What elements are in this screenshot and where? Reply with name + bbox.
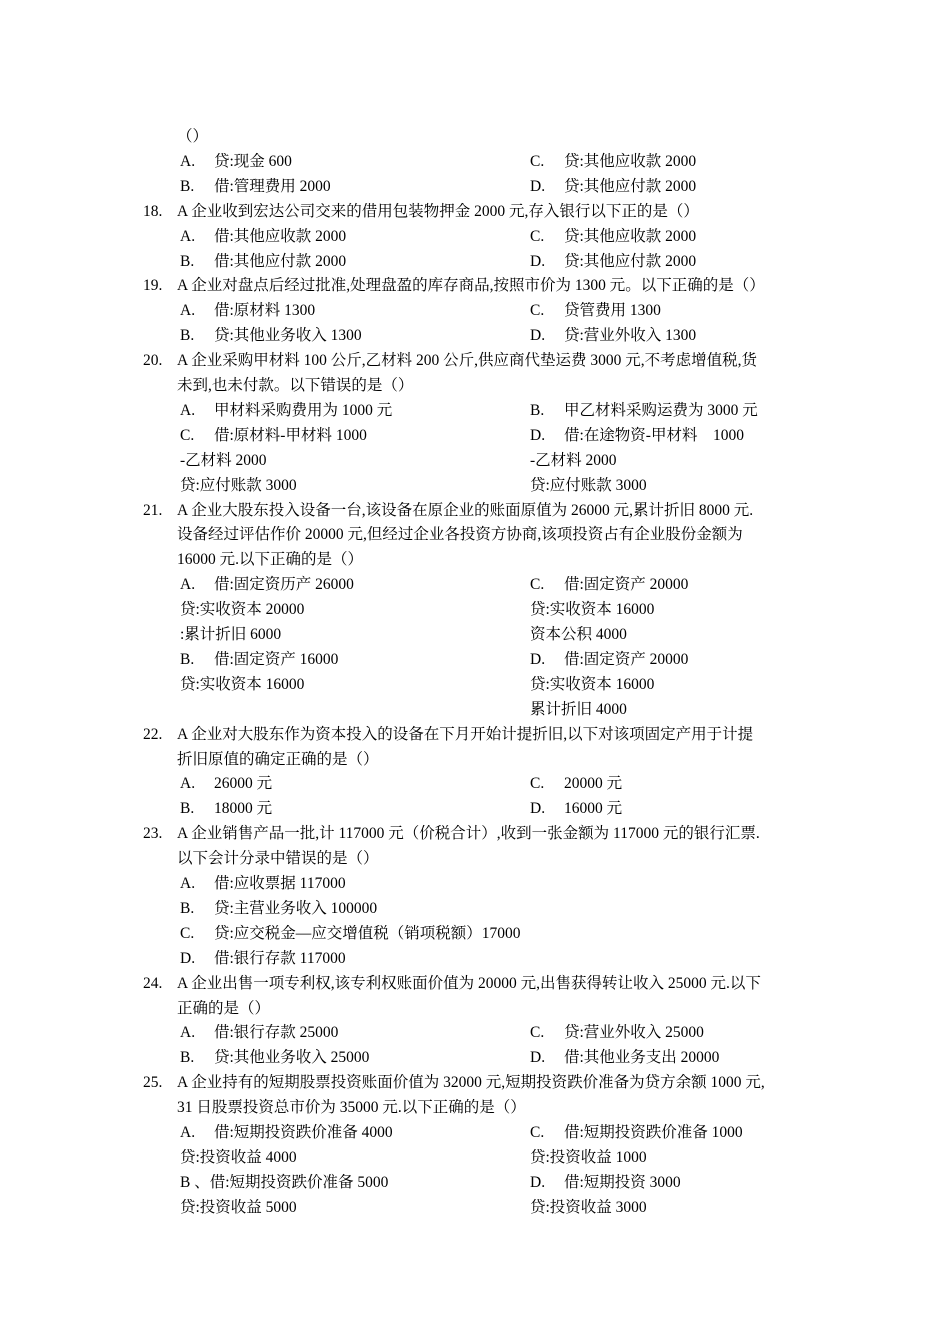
option-left-continued bbox=[180, 672, 304, 697]
option-right bbox=[530, 323, 696, 348]
option-text: 借:短期投资 3000 bbox=[564, 1173, 681, 1191]
option-left bbox=[180, 1020, 338, 1045]
option-right bbox=[530, 1120, 743, 1145]
question-text-continued: 以下会计分录中错误的是（） bbox=[177, 850, 379, 868]
option-text: 贷:现金 600 bbox=[214, 152, 292, 170]
option-text: 贷:投资收益 3000 bbox=[530, 1198, 647, 1216]
question-text-continued: 16000 元.以下正确的是（） bbox=[177, 551, 364, 569]
option-letter: D. bbox=[530, 327, 546, 345]
option-text: 资本公积 4000 bbox=[530, 626, 627, 643]
option-right bbox=[530, 1045, 719, 1070]
question-text: A 企业对盘点后经过批准,处理盘盈的库存商品,按照市价为 1300 元。以下正确的是（） bbox=[177, 277, 765, 295]
option-text: 贷:其他应收款 2000 bbox=[564, 227, 697, 245]
option-text: 贷:其他业务收入 1300 bbox=[214, 327, 362, 345]
option-letter: A. bbox=[180, 1124, 196, 1141]
question-text: A 企业销售产品一批,计 117000 元（价税合计）,收到一张金额为 117000 元的银行汇票. bbox=[177, 825, 760, 843]
option-left bbox=[180, 149, 292, 174]
option-left bbox=[180, 871, 346, 896]
option-left bbox=[180, 1120, 393, 1145]
option-text: 借:原材料 1300 bbox=[214, 302, 316, 320]
option-text: 贷:营业外收入 25000 bbox=[564, 1024, 704, 1042]
option-right bbox=[530, 1170, 681, 1195]
option-letter: B. bbox=[180, 327, 195, 345]
option-letter: C. bbox=[180, 426, 195, 444]
option-text: 贷:实收资本 16000 bbox=[530, 675, 655, 693]
option-text: 贷管费用 1300 bbox=[564, 302, 661, 320]
option-left-continued bbox=[180, 448, 267, 473]
option-text: 借:银行存款 117000 bbox=[214, 949, 346, 967]
option-text: 贷:应付账款 3000 bbox=[180, 476, 297, 494]
option-letter: A. bbox=[180, 302, 196, 320]
option-left bbox=[180, 323, 362, 348]
option-right-continued bbox=[530, 448, 617, 473]
question-text: A 企业大股东投入设备一台,该设备在原企业的账面原值为 26000 元,累计折旧 8000 元. bbox=[177, 501, 754, 519]
option-right-continued bbox=[530, 622, 627, 647]
option-text: 借:固定资产 20000 bbox=[564, 576, 689, 594]
option-text: 借:短期投资跌价准备 4000 bbox=[214, 1124, 393, 1141]
option-letter: C. bbox=[530, 302, 545, 320]
option-right bbox=[530, 224, 696, 249]
option-right-continued bbox=[530, 697, 627, 722]
option-left bbox=[180, 647, 338, 672]
option-right bbox=[530, 398, 758, 423]
option-left bbox=[180, 946, 346, 971]
option-right bbox=[530, 298, 661, 323]
option-right bbox=[530, 149, 696, 174]
option-left bbox=[180, 771, 272, 796]
option-right bbox=[530, 249, 696, 274]
option-text: 贷:投资收益 4000 bbox=[180, 1148, 297, 1166]
option-right bbox=[530, 174, 696, 199]
question-number: 24. bbox=[143, 974, 163, 992]
option-letter: A. bbox=[180, 401, 196, 419]
option-left-continued bbox=[180, 473, 297, 498]
option-letter: D. bbox=[530, 1173, 546, 1191]
option-text: 贷:应付账款 3000 bbox=[530, 476, 647, 494]
option-letter: D. bbox=[180, 949, 196, 967]
option-text: 借:其他业务支出 20000 bbox=[564, 1049, 720, 1067]
option-text: 借:其他应付款 2000 bbox=[214, 252, 347, 270]
question-text: A 企业对大股东作为资本投入的设备在下月开始计提折旧,以下对该项固定产用于计提 bbox=[177, 725, 754, 743]
option-text: 16000 元 bbox=[564, 800, 623, 818]
option-text: 甲材料采购费用为 1000 元 bbox=[214, 401, 393, 419]
option-left-continued bbox=[180, 597, 304, 622]
question-number: 20. bbox=[143, 352, 163, 370]
option-text: 贷:实收资本 16000 bbox=[530, 601, 655, 619]
option-text: 贷:投资收益 5000 bbox=[180, 1198, 297, 1216]
question-number: 19. bbox=[143, 277, 163, 295]
option-letter: A. bbox=[180, 775, 196, 793]
option-letter: D. bbox=[530, 426, 546, 444]
option-letter: C. bbox=[530, 152, 545, 170]
option-text: 借:固定资产 20000 bbox=[564, 650, 689, 668]
option-text: 借:固定资产 16000 bbox=[214, 650, 339, 668]
option-letter: C. bbox=[530, 1024, 545, 1042]
option-text: 借:原材料-甲材料 1000 bbox=[214, 426, 367, 444]
question-text-continued: 折旧原值的确定正确的是（） bbox=[177, 750, 379, 768]
option-letter: B. bbox=[180, 252, 195, 270]
option-text: 贷:其他业务收入 25000 bbox=[214, 1049, 370, 1067]
option-letter: B. bbox=[180, 650, 195, 668]
option-left-continued bbox=[180, 622, 281, 647]
option-right-continued bbox=[530, 672, 654, 697]
option-letter: D. bbox=[530, 650, 546, 668]
option-right bbox=[530, 647, 688, 672]
option-letter: A. bbox=[180, 576, 196, 594]
option-text: 借:银行存款 25000 bbox=[214, 1024, 339, 1042]
option-left bbox=[180, 423, 367, 448]
question-number: 23. bbox=[143, 825, 163, 843]
option-text: 贷:其他应付款 2000 bbox=[564, 177, 697, 195]
option-text: 借:管理费用 2000 bbox=[214, 177, 331, 195]
option-right-continued bbox=[530, 473, 647, 498]
option-letter: B. bbox=[180, 800, 195, 818]
question-text-continued: （） bbox=[177, 128, 209, 145]
option-text: 贷:其他应收款 2000 bbox=[564, 152, 697, 170]
option-text: -乙材料 2000 bbox=[530, 451, 617, 469]
option-text: 借:短期投资跌价准备 1000 bbox=[564, 1124, 743, 1141]
option-text: 18000 元 bbox=[214, 800, 273, 818]
question-text-continued: 31 日股票投资总市价为 35000 元.以下正确的是（） bbox=[177, 1099, 526, 1117]
option-letter: C. bbox=[530, 1124, 545, 1141]
option-right bbox=[530, 771, 622, 796]
option-left bbox=[180, 921, 521, 946]
option-text: 借:应收票据 117000 bbox=[214, 875, 346, 892]
option-text: 甲乙材料采购运费为 3000 元 bbox=[564, 401, 758, 419]
option-text: B 、借:短期投资跌价准备 5000 bbox=[180, 1173, 389, 1191]
option-left bbox=[180, 572, 354, 597]
question-number: 18. bbox=[143, 202, 163, 220]
option-text: :累计折旧 6000 bbox=[180, 626, 282, 643]
question-text: A 企业采购甲材料 100 公斤,乙材料 200 公斤,供应商代垫运费 3000 元,不考虑增值税,货 bbox=[177, 352, 757, 370]
option-text: 20000 元 bbox=[564, 775, 623, 793]
question-text-continued: 正确的是（） bbox=[177, 999, 271, 1017]
option-letter: A. bbox=[180, 227, 196, 245]
option-left bbox=[180, 896, 377, 921]
option-text: 贷:实收资本 20000 bbox=[180, 601, 305, 619]
option-text: 借:固定资历产 26000 bbox=[214, 576, 354, 594]
question-text: A 企业出售一项专利权,该专利权账面价值为 20000 元,出售获得转让收入 25000 元.以下 bbox=[177, 974, 761, 992]
option-letter: D. bbox=[530, 252, 546, 270]
option-text: 贷:其他应付款 2000 bbox=[564, 252, 697, 270]
question-number: 21. bbox=[143, 501, 163, 519]
option-letter: C. bbox=[530, 227, 545, 245]
question-text: A 企业收到宏达公司交来的借用包装物押金 2000 元,存入银行以下正的是（） bbox=[177, 202, 699, 220]
option-left-continued bbox=[180, 1145, 297, 1170]
option-text: 贷:营业外收入 1300 bbox=[564, 327, 697, 345]
option-text: 借:在途物资-甲材料 1000 bbox=[564, 426, 744, 444]
option-left bbox=[180, 298, 315, 323]
option-letter: B. bbox=[530, 401, 545, 419]
option-text: 贷:投资收益 1000 bbox=[530, 1148, 647, 1166]
question-number: 25. bbox=[143, 1074, 163, 1092]
option-left bbox=[180, 224, 346, 249]
option-letter: D. bbox=[530, 1049, 546, 1067]
option-right bbox=[530, 423, 744, 448]
option-letter: C. bbox=[530, 576, 545, 594]
option-right bbox=[530, 572, 688, 597]
option-text: 贷:应交税金—应交增值税（销项税额）17000 bbox=[214, 924, 521, 942]
question-text-continued: 未到,也未付款。以下错误的是（） bbox=[177, 377, 414, 394]
question-text-continued: 设备经过评估作价 20000 元,但经过企业各投资方协商,该项投资占有企业股份金额为 bbox=[177, 526, 743, 544]
option-right-continued bbox=[530, 597, 654, 622]
option-left-continued bbox=[180, 1170, 388, 1195]
option-letter: C. bbox=[180, 924, 195, 942]
option-left bbox=[180, 796, 272, 821]
option-letter: A. bbox=[180, 1024, 196, 1042]
option-text: 贷:主营业务收入 100000 bbox=[214, 899, 378, 917]
option-left bbox=[180, 398, 392, 423]
question-number: 22. bbox=[143, 725, 163, 743]
option-letter: A. bbox=[180, 875, 196, 892]
option-right bbox=[530, 796, 622, 821]
option-text: 借:其他应收款 2000 bbox=[214, 227, 347, 245]
option-text: 累计折旧 4000 bbox=[530, 700, 627, 718]
option-letter: B. bbox=[180, 899, 195, 917]
option-letter: C. bbox=[530, 775, 545, 793]
option-letter: B. bbox=[180, 177, 195, 195]
option-text: -乙材料 2000 bbox=[180, 451, 267, 469]
option-right-continued bbox=[530, 1195, 647, 1220]
option-left bbox=[180, 249, 346, 274]
option-right-continued bbox=[530, 1145, 647, 1170]
question-text: A 企业持有的短期股票投资账面价值为 32000 元,短期投资跌价准备为贷方余额 1000 元, bbox=[177, 1074, 765, 1092]
option-text: 贷:实收资本 16000 bbox=[180, 675, 305, 693]
option-left-continued bbox=[180, 1195, 297, 1220]
option-letter: D. bbox=[530, 800, 546, 818]
option-letter: B. bbox=[180, 1049, 195, 1067]
option-left bbox=[180, 174, 331, 199]
option-left bbox=[180, 1045, 369, 1070]
option-letter: D. bbox=[530, 177, 546, 195]
option-letter: A. bbox=[180, 152, 196, 170]
option-text: 26000 元 bbox=[214, 775, 273, 793]
option-right bbox=[530, 1020, 704, 1045]
